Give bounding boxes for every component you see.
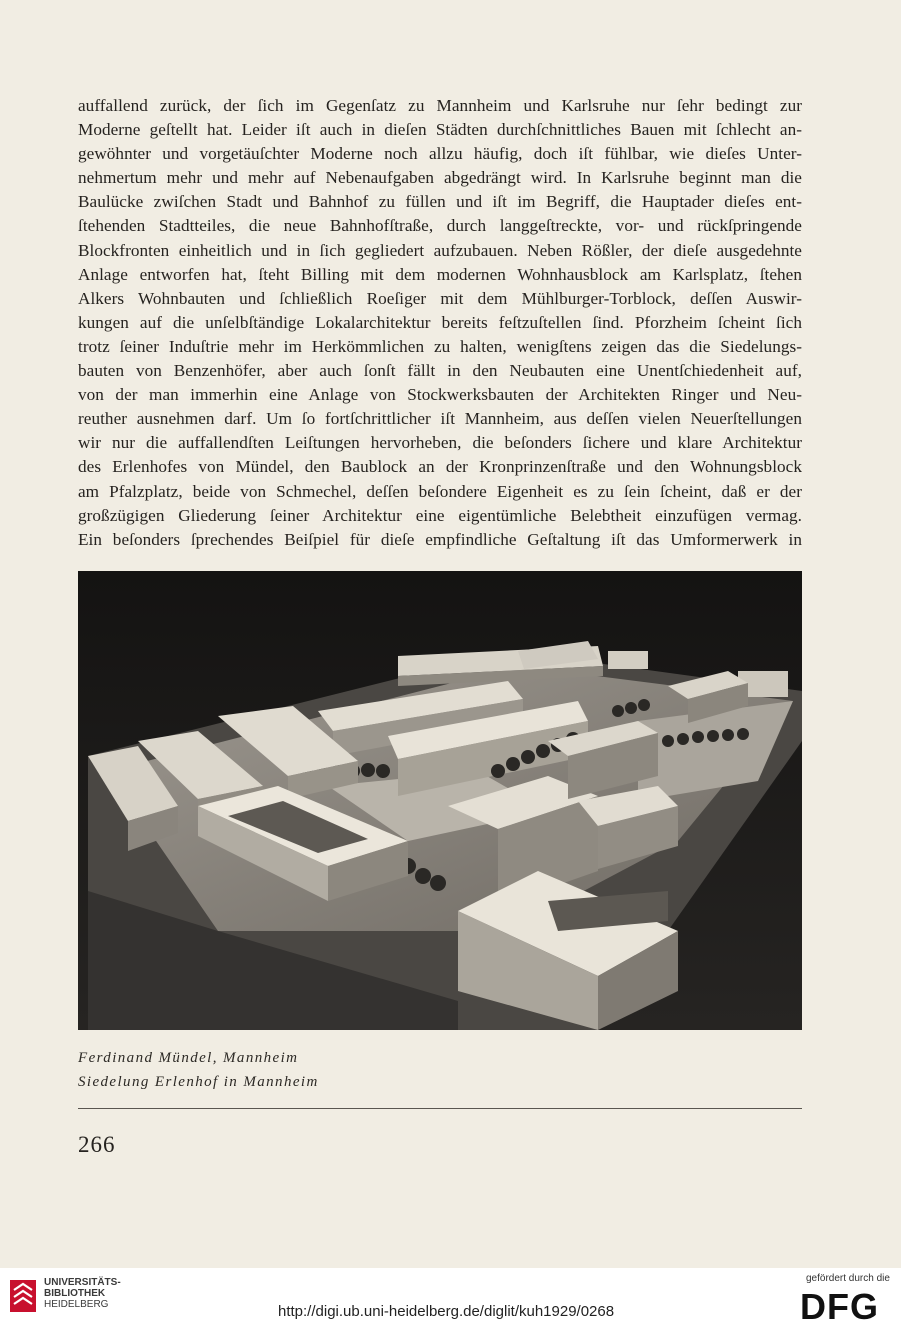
page-number: 266 — [78, 1132, 116, 1157]
text-line: bauten von Benzenhöfer, aber auch ſonſt fällt in den Neubauten eine Unentſchiedenheit auf, — [78, 361, 802, 381]
text-line: reuther ausnehmen darf. Um ſo fortſchrittlicher iſt Mannheim, aus deſſen vielen Neuerſtellungen — [78, 409, 802, 429]
text-line: des Erlenhofes von Mündel, den Baublock an der Kronprinzenſtraße und den Wohnungsblock — [78, 457, 802, 477]
library-name — [44, 1277, 121, 1310]
caption-author: Ferdinand Mündel, Mannheim — [78, 1050, 299, 1066]
library-name-line: UNIVERSITÄTS- — [44, 1277, 121, 1288]
text-line: Alkers Wohnbauten und ſchließlich Roeſiger mit dem Mühlburger-Torblock, deſſen Auswir- — [78, 288, 802, 308]
text-line: trotz ſeiner Induſtrie mehr im Herkömmlichen zu halten, wenigſtens zeigen das die Siedelungs- — [78, 336, 802, 356]
body-text — [78, 94, 802, 552]
text-line: großzügigen Gliederung ſeiner Architektur eine eigentümliche Belebtheit einzufügen vermag. — [78, 505, 802, 525]
footnote-rule — [78, 1108, 802, 1109]
text-line: kungen auf die unſelbſtändige Lokalarchitektur bereits feſtzuſtellen ſind. Pforzheim ſcheint ſich — [78, 312, 802, 332]
library-name-line: BIBLIOTHEK — [44, 1288, 106, 1299]
caption-title: Siedelung Erlenhof in Mannheim — [78, 1074, 319, 1090]
text-line: gewöhnter und vorgetäuſchter Moderne noch allzu häufig, doch iſt fühlbar, wie dieſes Unter- — [78, 144, 802, 164]
text-line: von der man immerhin eine Anlage von Stockwerksbauten der Architekten Ringer und Neu- — [78, 385, 802, 405]
architectural-model-photo — [78, 571, 802, 1030]
text-line: auffallend zurück, der ſich im Gegenſatz zu Mannheim und Karlsruhe nur ſehr bedingt zur — [78, 96, 802, 115]
model-illustration — [78, 571, 802, 1030]
text-line: Anlage entworfen hat, ſteht Billing mit dem modernen Wohnhausblock am Karlsplatz, ſtehen — [78, 264, 802, 284]
text-line: wir nur die auffallendſten Leiſtungen hervorheben, die beſonders ſichere und klare Architektur — [78, 433, 802, 453]
text-line: Blockfronten einheitlich und in ſich gegliedert aufzubauen. Neben Rößler, der dieſe ausgedehnte — [78, 240, 802, 260]
figure-caption — [78, 1046, 578, 1094]
text-line: am Pfalzplatz, beide von Schmechel, deſſen beſondere Eigenheit es zu ſein ſcheint, daß er der — [78, 481, 802, 501]
text-line: Moderne geſtellt hat. Leider iſt auch in dieſen Städten durchſchnittliches Bauen mit ſchlecht an- — [78, 120, 802, 140]
text-line: nehmertum mehr und mehr auf Nebenaufgaben abgedrängt wird. In Karlsruhe beginnt man die — [78, 168, 802, 188]
text-line: Baulücke zwiſchen Stadt und Bahnhof zu füllen und iſt im Begriff, die Hauptader dieſes ent- — [78, 192, 802, 212]
text-line: ſtehenden Stadtteiles, die neue Bahnhofſtraße, durch langgeſtreckte, vor- und rückſpringende — [78, 216, 802, 236]
permalink-url[interactable]: http://digi.ub.uni-heidelberg.de/diglit/kuh1929/0268 — [278, 1303, 615, 1320]
dfg-logo: DFG — [800, 1286, 879, 1327]
funding-note: gefördert durch die — [806, 1273, 890, 1284]
university-library-logo-icon — [8, 1276, 38, 1316]
library-name-line: HEIDELBERG — [44, 1299, 109, 1310]
text-line: Ein beſonders ſprechendes Beiſpiel für dieſe empfindliche Geſtaltung iſt das Umformerwerk in — [78, 529, 802, 549]
